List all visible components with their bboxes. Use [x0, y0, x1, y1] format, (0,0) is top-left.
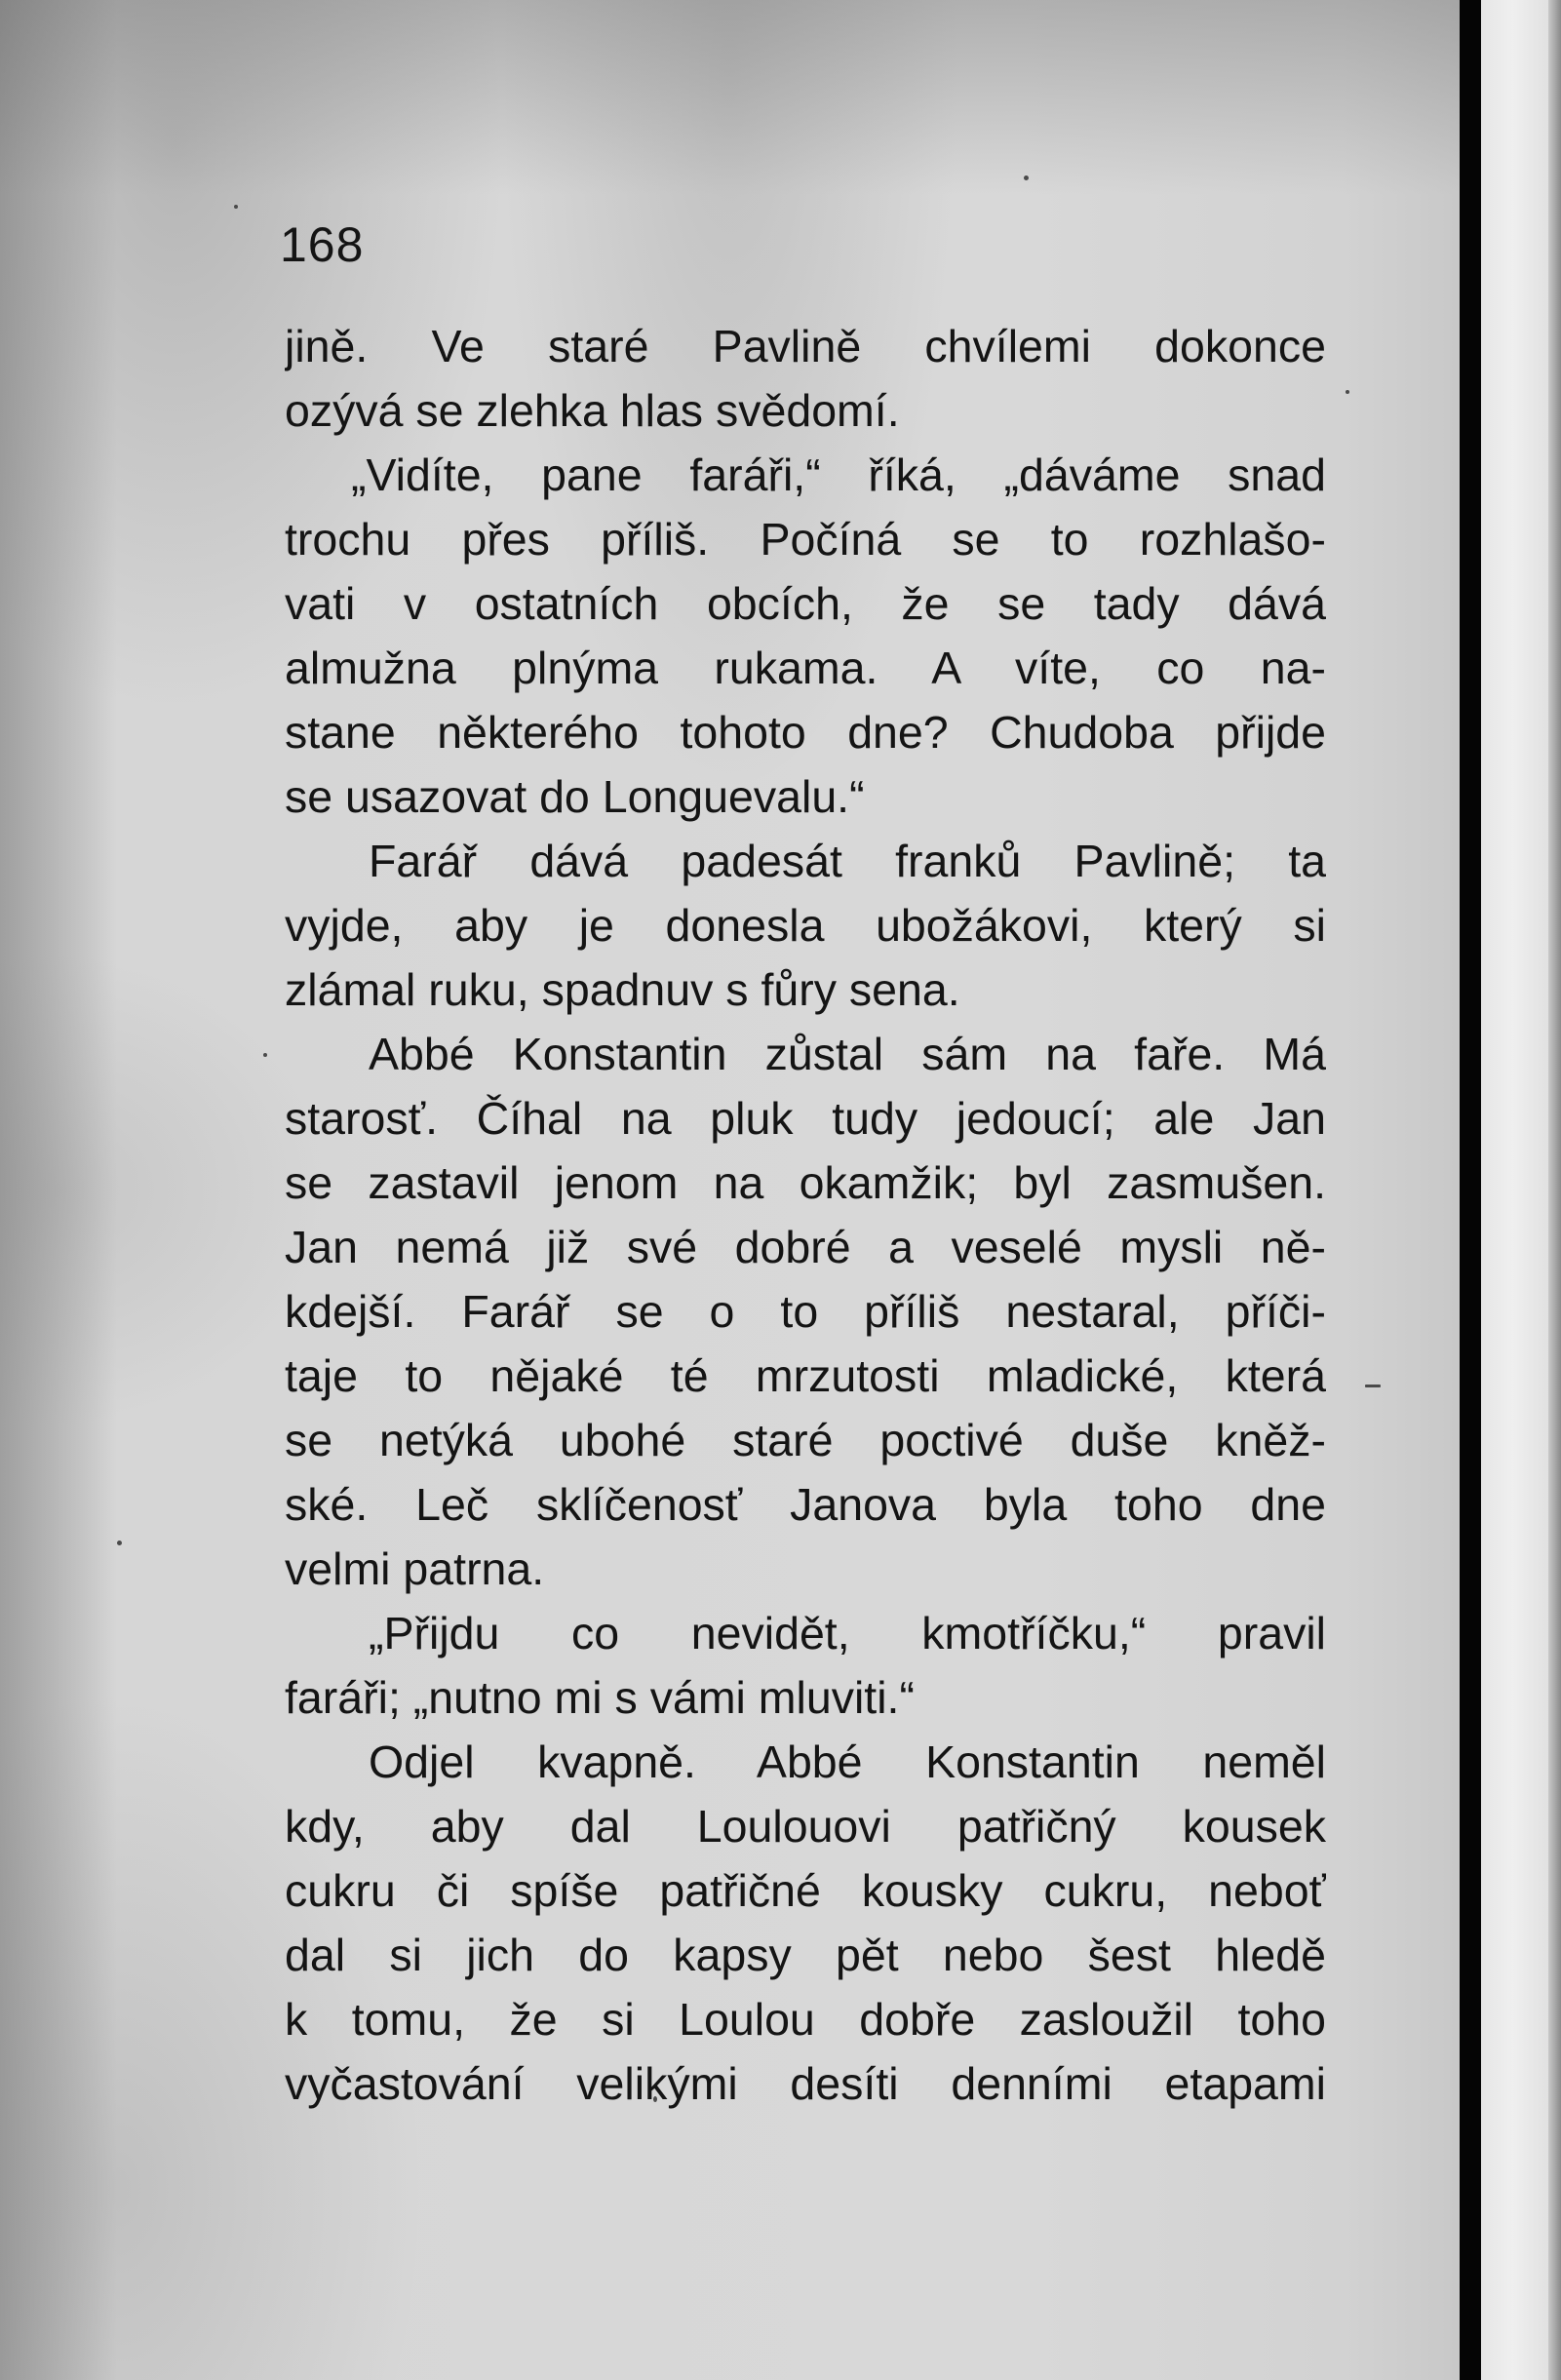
text-line: ské. Leč sklíčenosť Janova byla toho dne: [285, 1479, 1326, 1530]
text-line: Farář dává padesát franků Pavlině; ta: [369, 836, 1326, 886]
text-line: se netýká ubohé staré poctivé duše kněž-: [285, 1415, 1326, 1465]
print-speck: [117, 1541, 122, 1545]
text-line: zlámal ruku, spadnuv s fůry sena.: [285, 964, 960, 1015]
facing-page-shadow: [1548, 0, 1561, 2380]
print-speck: [1365, 1385, 1381, 1387]
text-line: velmi patrna.: [285, 1543, 545, 1594]
text-line: faráři; „nutno mi s vámi mluviti.“: [285, 1672, 915, 1723]
text-line: vyčastování velikými desíti denními etapami: [285, 2058, 1326, 2109]
text-line: taje to nějaké té mrzutosti mladické, která: [285, 1350, 1326, 1401]
print-speck: [1024, 176, 1029, 180]
text-line: kdejší. Farář se o to příliš nestaral, příči-: [285, 1286, 1326, 1337]
page-number: 168: [280, 217, 365, 272]
text-line: se usazovat do Longuevalu.“: [285, 771, 865, 822]
print-speck: [263, 1053, 267, 1057]
text-line: stane některého tohoto dne? Chudoba přijde: [285, 707, 1326, 758]
text-line: starosť. Číhal na pluk tudy jedoucí; ale Jan: [285, 1093, 1326, 1144]
left-edge-shadow: [0, 0, 117, 2380]
text-line: k tomu, že si Loulou dobře zasloužil toho: [285, 1994, 1326, 2045]
text-line: trochu přes příliš. Počíná se to rozhlašo-: [285, 514, 1326, 565]
text-line: vati v ostatních obcích, že se tady dává: [285, 578, 1326, 629]
top-edge-shadow: [0, 0, 1460, 195]
text-line: Odjel kvapně. Abbé Konstantin neměl: [369, 1736, 1326, 1787]
book-gutter: [1460, 0, 1481, 2380]
print-speck: [234, 205, 238, 209]
text-line: almužna plnýma rukama. A víte, co na-: [285, 643, 1326, 693]
text-line: jině. Ve staré Pavlině chvílemi dokonce: [285, 321, 1326, 371]
text-line: dal si jich do kapsy pět nebo šest hledě: [285, 1930, 1326, 1980]
text-line: Abbé Konstantin zůstal sám na faře. Má: [369, 1029, 1326, 1079]
text-line: „Vidíte, pane faráři,“ říká, „dáváme snad: [351, 449, 1326, 500]
text-line: „Přijdu co nevidět, kmotříčku,“ pravil: [369, 1608, 1326, 1658]
text-line: Jan nemá již své dobré a veselé mysli ně-: [285, 1222, 1326, 1272]
text-line: ozývá se zlehka hlas svědomí.: [285, 385, 900, 436]
text-line: vyjde, aby je donesla ubožákovi, který si: [285, 900, 1326, 951]
print-speck: [1346, 390, 1349, 394]
text-line: cukru či spíše patřičné kousky cukru, neboť: [285, 1865, 1326, 1916]
text-line: kdy, aby dal Loulouovi patřičný kousek: [285, 1801, 1326, 1852]
text-line: se zastavil jenom na okamžik; byl zasmušen.: [285, 1157, 1326, 1208]
body-text: [285, 314, 1326, 2116]
